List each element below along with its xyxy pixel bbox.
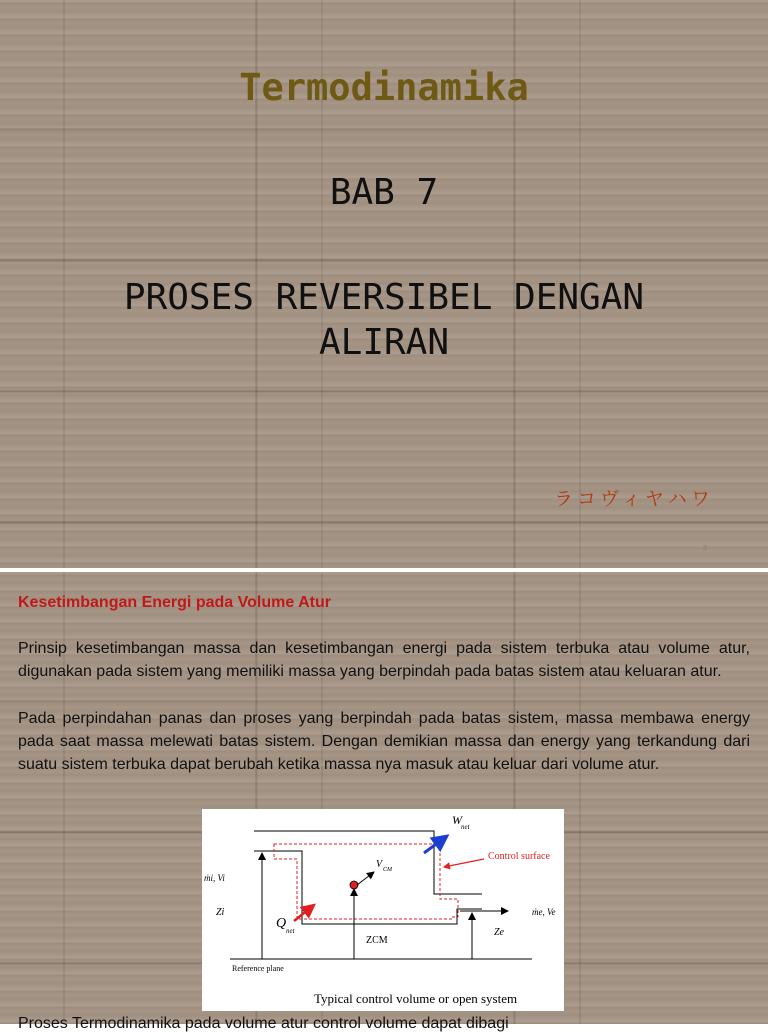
w-label: W	[452, 813, 462, 827]
me-label: ṁe, Ve	[532, 907, 556, 917]
control-surface-pointer	[444, 859, 484, 867]
q-sub-label: net	[286, 927, 295, 935]
zcm-label: ZCM	[366, 935, 388, 946]
chapter-heading	[0, 275, 768, 365]
control-volume-diagram	[202, 809, 564, 1011]
work-arrow	[424, 836, 447, 853]
paragraph-3: Proses Termodinamika pada volume atur control volume dapat dibagi	[18, 1015, 509, 1032]
control-surface-label: Control surface	[488, 851, 550, 862]
ze-label: Ze	[494, 927, 504, 938]
chapter-heading-line-2: ALIRAN	[318, 322, 450, 363]
zi-label: Zi	[216, 907, 225, 918]
section-heading: Kesetimbangan Energi pada Volume Atur	[18, 594, 331, 611]
center-of-mass-dot	[350, 881, 358, 889]
slide-title: Termodinamika	[239, 66, 529, 109]
paragraph-2: Pada perpindahan panas dan proses yang berpindah pada batas sistem, massa membawa energy pada saat massa melewati batas sistem. Dengan demikian massa dan energy yang terkandung dari suatu sistem terbuka dapat berubah ketika massa nya masuk atau keluar dari volume atur.	[18, 710, 750, 773]
vcm-label: V	[376, 859, 383, 870]
mi-label: ṁi, Vi	[204, 873, 225, 883]
author-name: ラコヴィヤハワ	[554, 488, 714, 510]
chapter-label: BAB 7	[329, 172, 439, 213]
figure-caption: Typical control volume or open system	[314, 991, 518, 1006]
paragraph-1: Prinsip kesetimbangan massa dan kesetimbangan energi pada sistem terbuka atau volume atur, digunakan pada sistem yang memiliki massa yang berpindah pada batas sistem atau keluaran atur.	[18, 640, 750, 680]
control-volume-figure	[202, 809, 564, 1011]
vcm-arrow	[357, 872, 374, 885]
w-sub-label: net	[461, 823, 470, 831]
chapter-heading-line-1: PROSES REVERSIBEL DENGAN	[123, 277, 645, 318]
vcm-sub-label: CM	[383, 867, 392, 873]
reference-plane-label: Reference plane	[232, 964, 284, 973]
slide-number: 3	[703, 545, 707, 552]
q-label: Q	[276, 916, 287, 931]
system-boundary	[254, 831, 482, 924]
